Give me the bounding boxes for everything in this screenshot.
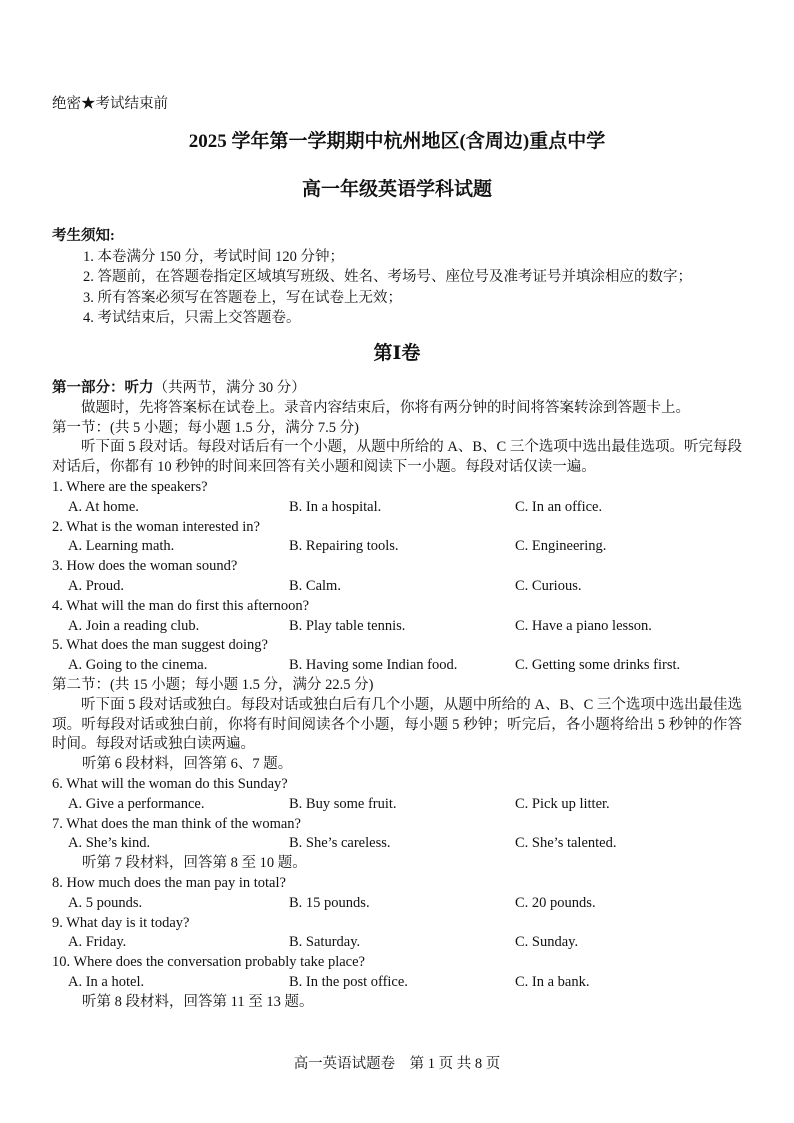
option-c: C. In a bank. [515, 973, 590, 990]
notice-item: 2. 答题前，在答题卷指定区域填写班级、姓名、考场号、座位号及准考证号并填涂相应的数字； [83, 269, 692, 285]
notice-item: 1. 本卷满分 150 分，考试时间 120 分钟； [83, 248, 344, 265]
secret-mark: 绝密★考试结束前 [52, 96, 168, 112]
material-note: 听第 6 段材料，回答第 6、7 题。 [82, 756, 293, 773]
option-c: C. Curious. [515, 577, 582, 594]
question-block [52, 815, 742, 855]
question-block [52, 597, 742, 637]
option-c: C. She’s talented. [515, 835, 617, 852]
question-stem: 4. What will the man do first this afternoon? [52, 597, 310, 614]
candidate-notice [52, 226, 692, 329]
question-options [52, 973, 742, 993]
material-note: 听第 7 段材料，回答第 8 至 10 题。 [82, 855, 307, 872]
part-instruction: 做题时，先将答案标在试卷上。录音内容结束后，你将有两分钟的时间将答案转涂到答题卡上。 [81, 399, 690, 416]
question-block [52, 914, 742, 954]
part-heading [52, 379, 742, 399]
question-block [52, 953, 742, 993]
option-a: A. 5 pounds. [68, 894, 143, 911]
section1-heading: 第一节：(共 5 小题；每小题 1.5 分，满分 7.5 分) [52, 419, 359, 436]
question-stem: 3. How does the woman sound? [52, 558, 238, 575]
option-c: C. Sunday. [515, 934, 579, 951]
listening-part [52, 379, 742, 1013]
question-options [52, 834, 742, 854]
option-a: A. Learning math. [68, 538, 175, 555]
question-options [52, 537, 742, 557]
option-b: B. Calm. [289, 577, 341, 594]
part-heading-note: （共两节，满分 30 分） [153, 380, 306, 396]
option-a: A. Join a reading club. [68, 617, 200, 634]
question-block [52, 775, 742, 815]
option-c: C. In an office. [515, 498, 603, 515]
question-stem: 7. What does the man think of the woman? [52, 815, 301, 832]
option-a: A. Give a performance. [68, 795, 205, 812]
notice-heading: 考生须知: [52, 228, 115, 244]
option-a: A. Proud. [68, 577, 124, 594]
question-options [52, 498, 742, 518]
question-stem: 8. How much does the man pay in total? [52, 874, 286, 891]
question-stem: 5. What does the man suggest doing? [52, 637, 268, 654]
option-b: B. In the post office. [289, 973, 408, 990]
option-c: C. Engineering. [515, 538, 607, 555]
question-options [52, 933, 742, 953]
option-a: A. Friday. [68, 934, 127, 951]
question-block [52, 874, 742, 914]
question-block [52, 557, 742, 597]
question-stem: 6. What will the woman do this Sunday? [52, 775, 288, 792]
question-stem: 9. What day is it today? [52, 914, 190, 931]
page-footer: 高一英语试题卷 第 1 页 共 8 页 [293, 1056, 501, 1072]
exam-subtitle: 高一年级英语学科试题 [301, 179, 492, 200]
option-b: B. Having some Indian food. [289, 657, 458, 674]
option-b: B. Buy some fruit. [289, 795, 397, 812]
notice-item: 4. 考试结束后，只需上交答题卷。 [83, 310, 301, 326]
section2-heading: 第二节：(共 15 小题；每小题 1.5 分，满分 22.5 分) [52, 676, 374, 693]
option-b: B. In a hospital. [289, 498, 382, 515]
question-options [52, 577, 742, 597]
section1-instruction: 听下面 5 段对话。每段对话后有一个小题，从题中所给的 A、B、C 三个选项中选出最佳选项。听完每段对话后，你都有 10 秒钟的时间来回答有关小题和阅读下一小题。每段对话仅读一遍。 [52, 439, 742, 476]
material-note: 听第 8 段材料，回答第 11 至 13 题。 [82, 993, 314, 1010]
option-c: C. Pick up litter. [515, 795, 610, 812]
option-c: C. Getting some drinks first. [515, 657, 681, 674]
notice-item: 3. 所有答案必须写在答题卷上，写在试卷上无效； [83, 289, 402, 306]
question-block [52, 478, 742, 518]
option-b: B. Saturday. [289, 934, 361, 951]
option-b: B. Repairing tools. [289, 538, 399, 555]
option-a: A. Going to the cinema. [68, 657, 208, 674]
question-options [52, 656, 742, 676]
question-options [52, 894, 742, 914]
option-b: B. She’s careless. [289, 835, 391, 852]
question-stem: 2. What is the woman interested in? [52, 518, 260, 535]
question-options [52, 617, 742, 637]
question-stem: 10. Where does the conversation probably take place? [52, 954, 365, 971]
option-a: A. She’s kind. [68, 835, 151, 852]
question-block [52, 518, 742, 558]
question-stem: 1. Where are the speakers? [52, 478, 208, 495]
part-heading-label: 第一部分：听力 [52, 380, 154, 396]
option-c: C. 20 pounds. [515, 894, 596, 911]
option-a: A. At home. [68, 498, 139, 515]
question-options [52, 795, 742, 815]
volume-title: 第Ⅰ卷 [373, 343, 421, 364]
option-b: B. Play table tennis. [289, 617, 406, 634]
option-a: A. In a hotel. [68, 973, 145, 990]
exam-title: 2025 学年第一学期期中杭州地区(含周边)重点中学 [188, 131, 606, 152]
option-b: B. 15 pounds. [289, 894, 370, 911]
question-block [52, 636, 742, 676]
section2-instruction: 听下面 5 段对话或独白。每段对话或独白后有几个小题，从题中所给的 A、B、C 三个选项中选出最佳选项。听每段对话或独白前，你将有时间阅读各个小题，每小题 5 秒钟；听完后，各小题将给出 5 秒钟的作答时间。每段对话或独白读两遍。 [52, 696, 742, 753]
option-c: C. Have a piano lesson. [515, 617, 652, 634]
